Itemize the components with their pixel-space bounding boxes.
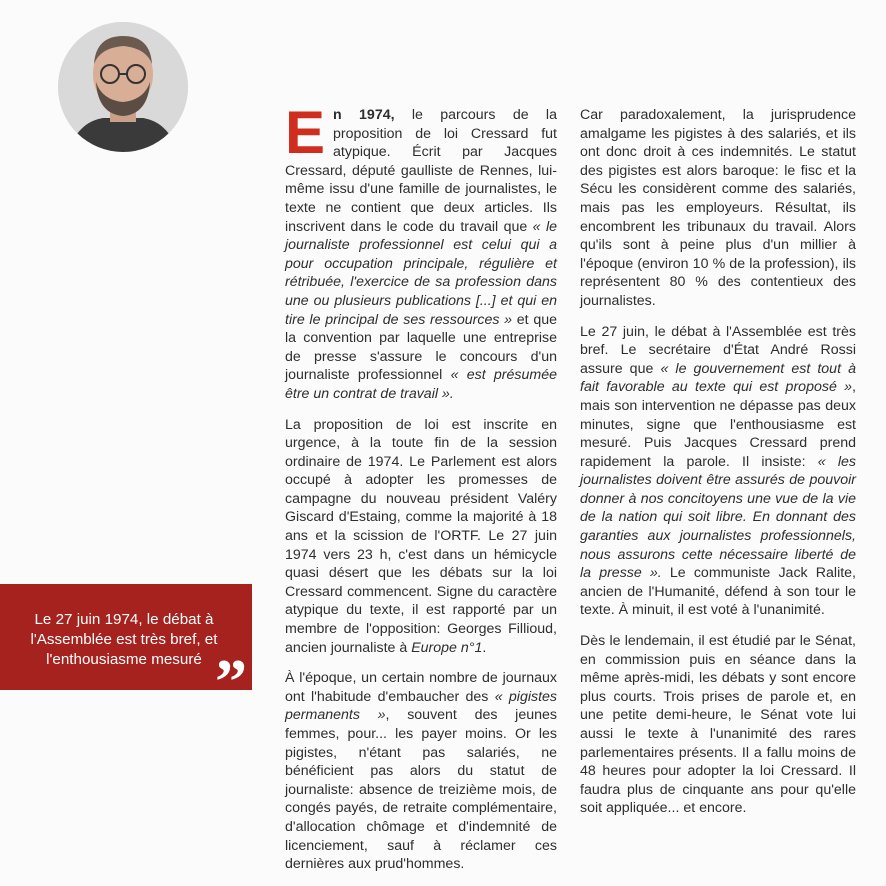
article-column-2 — [580, 106, 856, 830]
author-portrait — [58, 22, 188, 152]
body-text: Car paradoxalement, la jurisprudence amalgame les pigistes à des salariés, et ils ont donc droit à ces indemnités. Le statut des pigistes est alors baroque: le fisc et la Sécu les considèrent comme des salariés, mais pas les employeurs. Résultat, ils encombrent les tribunaux du travail. Alors qu'ils sont à peine plus d'un millier à l'époque (environ 10 % de la profession), ils représentent 80 % des contentieux des journalistes. — [580, 107, 856, 309]
quote-text: « le gouvernement est tout à fait favorable au texte qui est proposé » — [580, 360, 856, 396]
body-text: Le 27 juin, le débat à l'Assemblée est très bref. Le secrétaire d'État André Rossi assure que — [580, 323, 856, 377]
body-text: Le communiste Jack Ralite, ancien de l'Humanité, défend à son tour le texte. À minuit, il est voté à l'unanimité. — [580, 565, 857, 619]
article-paragraph — [580, 632, 856, 818]
body-text: , mais son intervention ne dépasse pas deux minutes, signe que l'enthousiasme est mesuré. Puis Jacques Cressard prend rapidement la parole. Il insiste: — [580, 379, 856, 470]
body-text: . — [482, 639, 487, 656]
quote-text: « est présumée être un contrat de travail ». — [285, 367, 557, 402]
quote-text: « pigistes permanents » — [285, 688, 558, 724]
body-text: , souvent des jeunes femmes, pour... les payer moins. Or les pigistes, n'étant pas salariés, ne bénéficient pas alors du statut de journaliste: absence de treizième mois, de congés payés, de retraite complémentaire, d'allocation chômage et d'indemnité de licenciement, sauf à réclamer ces dernières aux prud'hommes. — [285, 707, 557, 873]
article-paragraph — [580, 323, 856, 621]
article-paragraph — [580, 106, 856, 311]
quote-text: « les journalistes doivent être assurés de pouvoir donner à nos concitoyens une vue de la vie de la nation qui soit libre. En donnant des garanties aux journalistes professionnels, nous assurons cette nécessaire liberté de la presse ». — [580, 453, 856, 582]
body-text: Dès le lendemain, il est étudié par le Sénat, en commission puis en séance dans la même après-midi, les débats y sont encore plus courts. Trois prises de parole et, en une petite demi-heure, le Sénat vote lui aussi le texte à l'unanimité des rares parlementaires présents. Il a fallu moins de 48 heures pour adopter la loi Cressard. Il faudra plus de cinquante ans pour qu'elle soit appliquée... et encore. — [580, 633, 856, 817]
lead-text: n 1974, — [333, 107, 395, 123]
quote-text: Europe n°1 — [411, 639, 483, 656]
pull-quote-text: Le 27 juin 1974, le débat à l'Assemblée est très bref, et l'enthousiasme mesuré — [30, 611, 218, 668]
quote-mark-icon: ” — [215, 646, 247, 717]
body-text: La proposition de loi est inscrite en urgence, à la toute fin de la session ordinaire de 1974. Le Parlement est alors occupé à adopter les promesses de campagne du nouveau président Valéry Giscard d'Estaing, comme la majorité à 18 ans et la scission de l'ORTF. Le 27 juin 1974 vers 23 h, c'est dans un hémicycle quasi désert que les débats sur la loi Cressard commencent. Signe du caractère atypique du texte, il est rapporté par un membre de l'opposition: Georges Fillioud, ancien journaliste à — [285, 416, 557, 656]
article-paragraph — [285, 669, 557, 874]
drop-cap: E — [285, 99, 326, 166]
article-paragraph — [285, 416, 557, 658]
body-text: et que la convention par laquelle une entreprise de presse s'assure le concours d'un journaliste professionnel — [285, 311, 558, 384]
quote-text: « le journaliste professionnel est celui qui a pour occupation principale, régulière et rétribuée, l'exercice de sa profession dans une ou plusieurs publications [...] et qui en tire le principal de ses ressources » — [285, 218, 557, 328]
article-paragraph — [285, 99, 558, 404]
article-column-1 — [285, 99, 558, 886]
body-text: À l'époque, un certain nombre de journaux ont l'habitude d'embaucher des — [285, 670, 557, 705]
body-text: le parcours de la proposition de loi Cressard fut atypique. Écrit par Jacques Cressard, député gaulliste de Rennes, lui-même issu d'une famille de journalistes, le texte ne contient que deux articles. Ils inscrivent dans le code du travail que — [285, 107, 557, 235]
pull-quote — [0, 584, 252, 717]
